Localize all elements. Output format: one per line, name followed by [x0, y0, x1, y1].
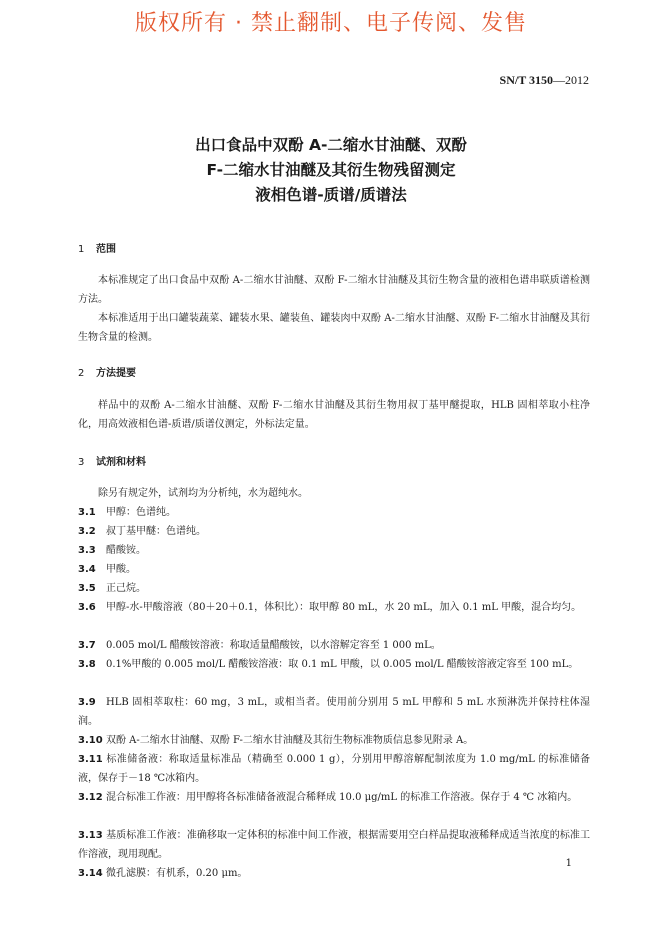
list-item — [78, 636, 590, 655]
document-title — [0, 133, 662, 208]
item-number: 3.10 — [78, 735, 103, 746]
title-line-2: F-二缩水甘油醚及其衍生物残留测定 — [206, 161, 456, 179]
section-3-title: 试剂和材料 — [96, 457, 146, 468]
item-number: 3.8 — [78, 659, 96, 670]
standard-code-number: SN/T 3150 — [499, 73, 553, 87]
item-number: 3.14 — [78, 868, 103, 879]
list-item — [78, 693, 590, 731]
standard-code-year: —2012 — [553, 73, 589, 87]
list-item — [78, 503, 590, 522]
item-text: HLB 固相萃取柱：60 mg，3 mL，或相当者。使用前分别用 5 mL 甲醇和 5 mL 水预淋洗并保持柱体湿润。 — [78, 697, 590, 727]
title-line-3: 液相色谱-质谱/质谱法 — [255, 186, 407, 204]
section-1-number: 1 — [78, 244, 85, 255]
page-number: 1 — [565, 858, 572, 869]
item-text: 基质标准工作液：准确移取一定体积的标准中间工作液，根据需要用空白样品提取液稀释成适当浓度的标准工作溶液，现用现配。 — [78, 830, 590, 860]
list-item — [78, 541, 590, 560]
section-1-title: 范围 — [96, 244, 116, 255]
item-text: 标准储备液：称取适量标准品（精确至 0.000 1 g），分别用甲醇溶解配制浓度为 1.0 mg/mL 的标准储备液，保存于－18 ℃冰箱内。 — [78, 754, 590, 784]
item-number: 3.2 — [78, 526, 96, 537]
section-3-intro: 除另有规定外，试剂均为分析纯，水为超纯水。 — [98, 488, 308, 499]
item-text: 醋酸铵。 — [106, 545, 146, 556]
item-text: 甲醇：色谱纯。 — [106, 507, 176, 518]
standard-code — [500, 73, 589, 88]
list-item — [78, 731, 590, 750]
item-number: 3.9 — [78, 697, 96, 708]
title-line-1: 出口食品中双酚 A-二缩水甘油醚、双酚 — [195, 136, 467, 154]
list-item — [78, 560, 590, 579]
list-item — [78, 826, 590, 864]
section-2-heading — [78, 364, 136, 379]
copyright-watermark: 版权所有 · 禁止翻制、电子传阅、发售 — [135, 11, 527, 36]
list-item — [78, 750, 590, 788]
list-item — [78, 788, 590, 807]
item-text: 甲醇-水-甲酸溶液（80＋20＋0.1，体积比）：取甲醇 80 mL，水 20 mL，加入 0.1 mL 甲酸，混合均匀。 — [106, 602, 582, 613]
item-number: 3.3 — [78, 545, 96, 556]
section-1-heading — [78, 240, 116, 255]
list-item — [78, 522, 590, 541]
section-3-heading — [78, 453, 146, 468]
item-number: 3.11 — [78, 754, 103, 765]
item-text: 混合标准工作液：用甲醇将各标准储备液混合稀释成 10.0 μg/mL 的标准工作溶液。保存于 4 ℃ 冰箱内。 — [106, 792, 578, 803]
item-number: 3.5 — [78, 583, 96, 594]
item-text: 叔丁基甲醚：色谱纯。 — [106, 526, 206, 537]
item-number: 3.13 — [78, 830, 103, 841]
section-2-title: 方法提要 — [96, 368, 136, 379]
item-text: 0.1%甲酸的 0.005 mol/L 醋酸铵溶液：取 0.1 mL 甲酸，以 0.005 mol/L 醋酸铵溶液定容至 100 mL。 — [106, 659, 579, 670]
item-text: 甲酸。 — [106, 564, 136, 575]
section-2-number: 2 — [78, 368, 85, 379]
section-1-paragraph-1: 本标准规定了出口食品中双酚 A-二缩水甘油醚、双酚 F-二缩水甘油醚及其衍生物含量的液相色谱串联质谱检测方法。 — [78, 275, 590, 305]
section-1-paragraph-2: 本标准适用于出口罐装蔬菜、罐装水果、罐装鱼、罐装肉中双酚 A-二缩水甘油醚、双酚 F-二缩水甘油醚及其衍生物含量的检测。 — [78, 313, 590, 343]
item-number: 3.7 — [78, 640, 96, 651]
item-number: 3.4 — [78, 564, 96, 575]
list-item — [78, 655, 590, 674]
item-number: 3.12 — [78, 792, 103, 803]
item-text: 正己烷。 — [106, 583, 146, 594]
list-item — [78, 864, 590, 883]
item-text: 0.005 mol/L 醋酸铵溶液：称取适量醋酸铵，以水溶解定容至 1 000 mL。 — [106, 640, 441, 651]
section-3-number: 3 — [78, 457, 85, 468]
item-number: 3.6 — [78, 602, 96, 613]
list-item — [78, 579, 590, 598]
item-text: 微孔滤膜：有机系，0.20 μm。 — [106, 868, 248, 879]
item-text: 双酚 A-二缩水甘油醚、双酚 F-二缩水甘油醚及其衍生物标准物质信息参见附录 A。 — [106, 735, 474, 746]
item-number: 3.1 — [78, 507, 96, 518]
list-item — [78, 598, 590, 617]
section-2-paragraph-1: 样品中的双酚 A-二缩水甘油醚、双酚 F-二缩水甘油醚及其衍生物用叔丁基甲醚提取，HLB 固相萃取小柱净化，用高效液相色谱-质谱/质谱仪测定，外标法定量。 — [78, 400, 590, 430]
